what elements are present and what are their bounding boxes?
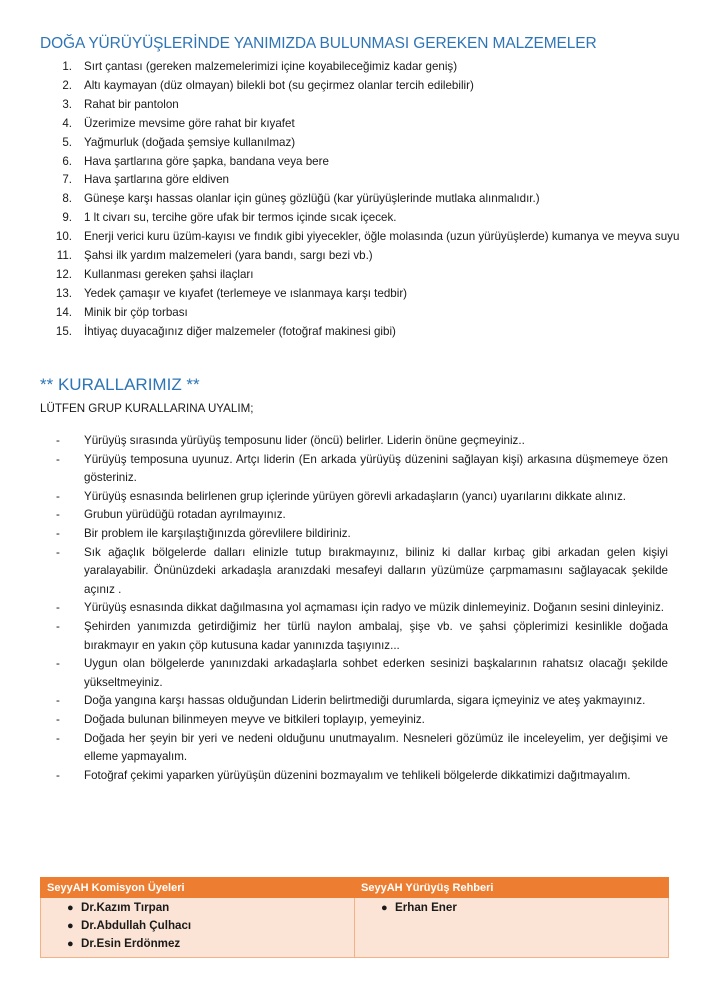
item-text: Üzerimize mevsime göre rahat bir kıyafet — [84, 116, 295, 130]
list-item — [40, 266, 680, 285]
item-text: 1 lt civarı su, tercihe göre ufak bir termos içinde sıcak içecek. — [84, 211, 397, 225]
item-text: Minik bir çöp torbası — [84, 305, 188, 319]
list-item — [56, 692, 668, 711]
dash-bullet: - — [56, 657, 60, 671]
item-text: Yedek çamaşır ve kıyafet (terlemeye ve ıslanmaya karşı tedbir) — [84, 286, 408, 300]
list-item — [56, 730, 668, 767]
table-header-row — [41, 878, 669, 898]
rule-text: Doğa yangına karşı hassas olduğundan Liderin belirtmediği durumlarda, sigara içmeyiniz ve ateş yakmayınız. — [84, 694, 646, 708]
guide-list — [361, 899, 662, 917]
dash-bullet: - — [56, 619, 60, 633]
list-item — [56, 599, 668, 618]
dash-bullet: - — [56, 489, 60, 503]
list-item — [40, 58, 680, 77]
rule-text: Fotoğraf çekimi yaparken yürüyüşün düzenini bozmayalım ve tehlikeli bölgelerde dikkatimizi dağıtmayalım. — [84, 768, 631, 782]
dash-bullet: - — [56, 526, 60, 540]
list-item — [56, 432, 668, 451]
item-text: Altı kaymayan (düz olmayan) bilekli bot (su geçirmez olanlar tercih edilebilir) — [84, 78, 474, 92]
rules-heading: ** KURALLARIMIZ ** — [40, 375, 200, 394]
dash-bullet: - — [56, 452, 60, 466]
list-item — [56, 451, 668, 488]
commission-cell — [41, 898, 355, 958]
list-item — [56, 488, 668, 507]
materials-list — [40, 58, 680, 342]
dash-bullet: - — [56, 434, 60, 447]
rule-text: Yürüyüş sırasında yürüyüş temposunu lider (öncü) belirler. Liderin önüne geçmeyiniz.. — [84, 434, 525, 447]
item-number: 7. — [62, 173, 72, 187]
list-item — [40, 96, 680, 115]
rule-text: Uygun olan bölgelerde yanınızdaki arkadaşlarla sohbet ederken sesinizi başkalarının rahatsız olacağı şekilde yükseltmeyiniz. — [84, 657, 668, 689]
list-item — [40, 153, 680, 172]
member-name: Dr.Esin Erdönmez — [81, 937, 181, 950]
dash-bullet: - — [56, 601, 60, 615]
list-item — [40, 285, 680, 304]
item-number: 6. — [62, 154, 72, 168]
item-number: 9. — [62, 211, 72, 225]
guide-name: Erhan Ener — [395, 901, 457, 914]
rule-text: Bir problem ile karşılaştığınızda görevlilere bildiriniz. — [84, 526, 351, 540]
rule-text: Doğada her şeyin bir yeri ve nedeni olduğunu unutmayalım. Nesneleri gözümüz ile inceleyelim, yer değişimi ve elleme yapmayalım. — [84, 731, 668, 764]
item-number: 13. — [55, 286, 72, 300]
rule-text: Yürüyüş esnasında belirlenen grup içlerinde yürüyen görevli arkadaşların (yancı) uyarılarını dikkate alınız. — [84, 489, 626, 503]
rule-text: Yürüyüş esnasında dikkat dağılmasına yol açmaması için radyo ve müzik dinlemeyiniz. Doğanın sesini dinleyiniz. — [84, 601, 664, 615]
list-item — [40, 134, 680, 153]
list-item — [40, 304, 680, 323]
list-item — [56, 711, 668, 730]
item-text: Şahsi ilk yardım malzemeleri (yara bandı, sargı bezi vb.) — [84, 249, 373, 263]
item-number: 14. — [55, 305, 72, 319]
item-text: Sırt çantası (gereken malzemelerimizi içine koyabileceğimiz kadar geniş) — [84, 60, 458, 73]
list-item — [361, 899, 662, 917]
list-item — [47, 899, 348, 917]
bullet-icon: ● — [67, 920, 74, 932]
list-item — [40, 171, 680, 190]
rules-intro: LÜTFEN GRUP KURALLARINA UYALIM; — [40, 402, 254, 415]
list-item — [56, 544, 668, 600]
dash-bullet: - — [56, 694, 60, 708]
member-list — [47, 899, 348, 953]
item-text: Kullanması gereken şahsi ilaçları — [84, 267, 254, 281]
item-text: Hava şartlarına göre şapka, bandana veya bere — [84, 154, 329, 168]
member-name: Dr.Kazım Tırpan — [81, 901, 170, 914]
item-number: 12. — [55, 267, 72, 281]
member-name: Dr.Abdullah Çulhacı — [81, 919, 192, 932]
bullet-icon: ● — [67, 938, 74, 950]
item-number: 4. — [62, 116, 72, 130]
item-number: 1. — [62, 60, 72, 73]
list-item — [56, 618, 668, 655]
table-row — [41, 898, 669, 958]
rule-text: Grubun yürüdüğü rotadan ayrılmayınız. — [84, 508, 286, 522]
list-item — [56, 506, 668, 525]
list-item — [56, 525, 668, 544]
item-text: Yağmurluk (doğada şemsiye kullanılmaz) — [84, 135, 296, 149]
item-number: 10. — [55, 230, 72, 244]
item-text: İhtiyaç duyacağınız diğer malzemeler (fotoğraf makinesi gibi) — [84, 324, 396, 338]
item-number: 15. — [55, 324, 72, 338]
list-item — [47, 917, 348, 935]
dash-bullet: - — [56, 731, 60, 745]
list-item — [40, 323, 680, 342]
item-number: 5. — [62, 135, 72, 149]
bullet-icon: ● — [381, 902, 388, 914]
rule-text: Yürüyüş temposuna uyunuz. Artçı liderin (En arkada yürüyüş düzenini sağlayan kişi) arkasına düşmemeye özen gösteriniz. — [84, 452, 668, 485]
rule-text: Doğada bulunan bilinmeyen meyve ve bitkileri toplayıp, yemeyiniz. — [84, 712, 425, 726]
list-item — [56, 767, 668, 786]
list-item — [40, 228, 680, 247]
item-number: 3. — [62, 97, 72, 111]
item-number: 11. — [56, 249, 72, 263]
list-item — [47, 935, 348, 953]
item-number: 2. — [62, 78, 72, 92]
rules-list — [56, 432, 668, 785]
rule-text: Şehirden yanımızda getirdiğimiz her türlü naylon ambalaj, şişe vb. ve şahsi çöplerimizi kesinlikle doğada bırakmayır en yakın çöp kutusuna kadar yanınızda taşıyınız... — [84, 619, 668, 652]
commission-header: SeyyAH Komisyon Üyeleri — [41, 878, 355, 898]
list-item — [40, 209, 680, 228]
item-text: Güneşe karşı hassas olanlar için güneş gözlüğü (kar yürüyüşlerinde mutlaka alınmalıdır.) — [84, 192, 540, 206]
list-item — [40, 115, 680, 134]
rule-text: Sık ağaçlık bölgelerde dalları elinizle tutup bırakmayınız, biliniz ki dallar kırbaç gibi arkadan gelen kişiyi yaralayabilir. Önünüzdeki arkadaşla aranızdaki mesafeyi dalların yüzümüze çarpmamasını sağlayacak şekilde açınız . — [84, 545, 668, 596]
list-item — [40, 247, 680, 266]
item-text: Rahat bir pantolon — [84, 97, 179, 111]
list-item — [56, 655, 668, 692]
team-table — [40, 877, 669, 958]
item-number: 8. — [62, 192, 72, 206]
item-text: Hava şartlarına göre eldiven — [84, 173, 230, 187]
dash-bullet: - — [56, 545, 60, 559]
list-item — [40, 77, 680, 96]
list-item — [40, 190, 680, 209]
guide-cell — [355, 898, 669, 958]
item-text: Enerji verici kuru üzüm-kayısı ve fındık gibi yiyecekler, öğle molasında (uzun yürüyüşlerde) kumanya ve meyva suyu — [84, 230, 680, 244]
dash-bullet: - — [56, 508, 60, 522]
materials-heading: DOĞA YÜRÜYÜŞLERİNDE YANIMIZDA BULUNMASI GEREKEN MALZEMELER — [40, 35, 597, 52]
bullet-icon: ● — [67, 902, 74, 914]
guide-header: SeyyAH Yürüyüş Rehberi — [355, 878, 669, 898]
dash-bullet: - — [56, 712, 60, 726]
dash-bullet: - — [56, 768, 60, 782]
